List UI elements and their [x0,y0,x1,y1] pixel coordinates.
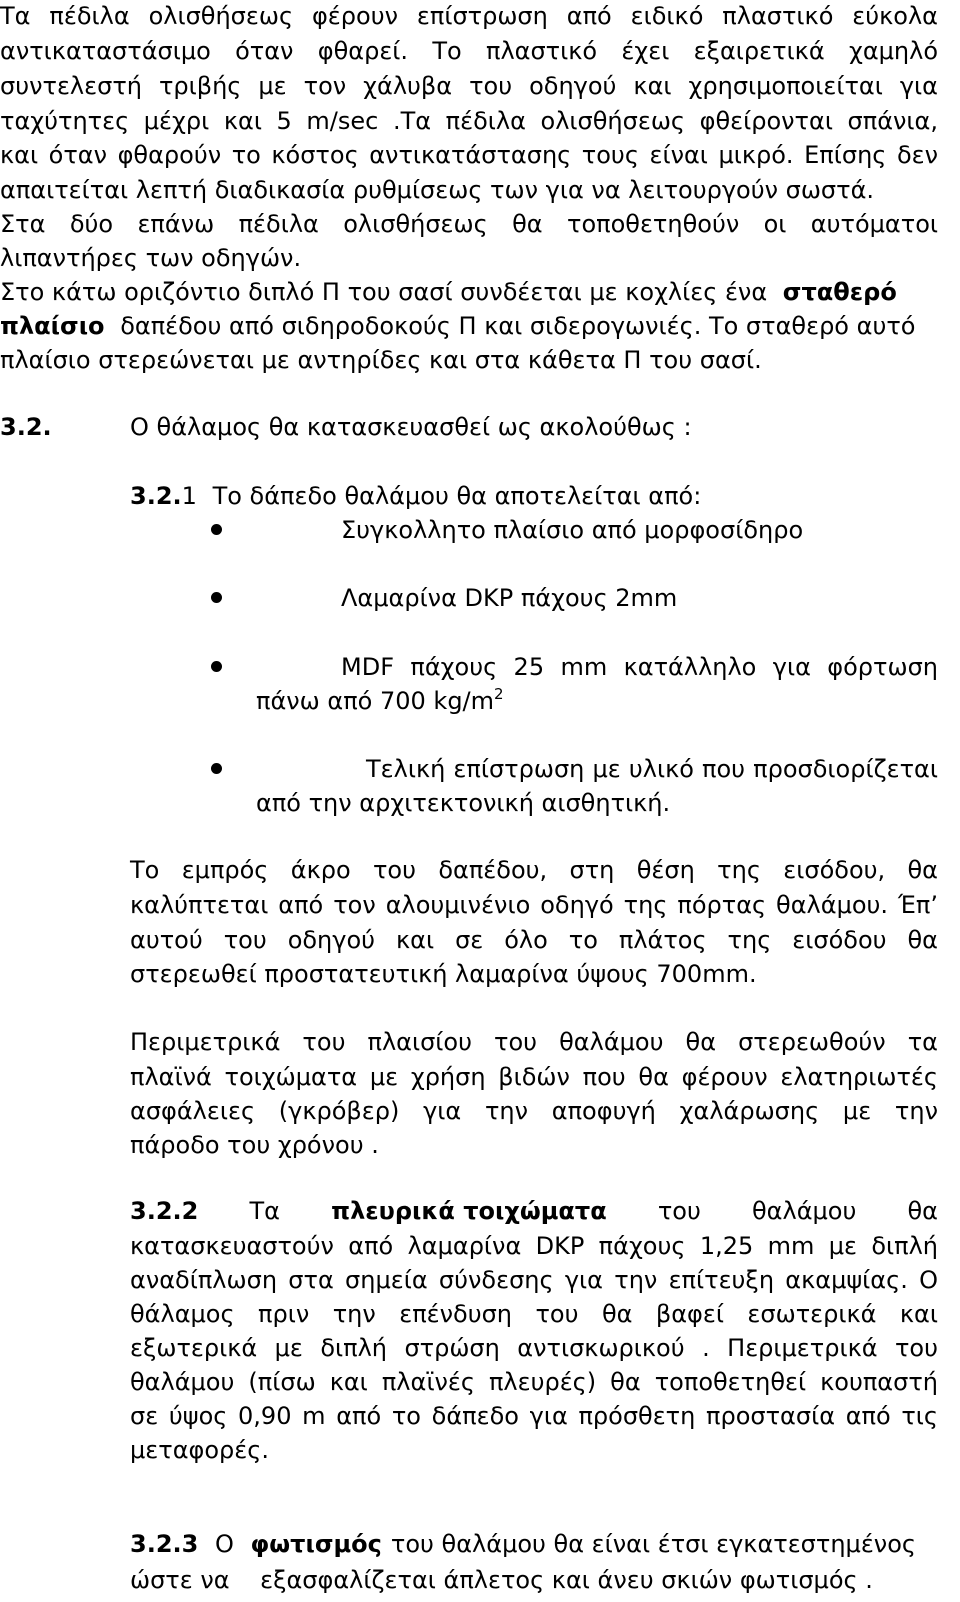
section-title: Ο θάλαμος θα κατασκευασθεί ως ακολούθως : [130,413,692,441]
paragraph-line: πλαίσιο στερεώνεται με αντηρίδες και στα κάθετα Π του σασί. [0,346,762,374]
paragraph-line: ταχύτητες μέχρι και 5 m/sec .Τα πέδιλα ολισθήσεως φθείρονται σπάνια, [0,107,938,135]
paragraph-line: αυτού του οδηγού και σε όλο το πλάτος της εισόδου θα [130,926,938,954]
bullet-icon [211,524,222,535]
subsection-text: Το δάπεδο θαλάμου θα αποτελείται από: [212,482,702,510]
heading-text: του θαλάμου θα είναι έτσι εγκατεστημένος [390,1530,916,1558]
paragraph-line: ώστε να εξασφαλίζεται άπλετος και άνευ σκιών φωτισμός . [130,1566,873,1594]
paragraph-line: εξωτερικά με διπλή στρώση αντισκωρικού . Περιμετρικά του [130,1334,938,1362]
bullet-item-continuation: από την αρχιτεκτονική αισθητική. [256,789,671,817]
paragraph-line: και όταν φθαρούν το κόστος αντικατάστασης τους είναι μικρό. Επίσης δεν [0,141,938,169]
paragraph-line: Στα δύο επάνω πέδιλα ολισθήσεως θα τοποθετηθούν οι αυτόματοι [0,210,938,238]
paragraph-line: κατασκευαστούν από λαμαρίνα DKP πάχους 1,25 mm με διπλή [130,1232,938,1260]
bullet-text: πάνω από 700 kg/m [256,687,495,715]
paragraph-line: Τα πέδιλα ολισθήσεως φέρουν επίστρωση από ειδικό πλαστικό εύκολα [0,2,938,30]
subsection-number: 3.2.2 [130,1197,199,1225]
paragraph-line: πάροδο του χρόνου . [130,1131,379,1159]
bold-term: πλαίσιο [0,312,105,340]
paragraph-line: ασφάλειες (γκρόβερ) για την αποφυγή χαλάρωσης με την [130,1097,938,1125]
paragraph-line: σε ύψος 0,90 m από το δάπεδο για πρόσθετη προστασία από τις [130,1402,938,1430]
subsection-number: 3.2. [130,482,182,510]
heading-word: Ο [214,1530,234,1558]
superscript: 2 [494,685,504,703]
subsection-323-heading [130,1532,916,1560]
paragraph-line: θαλάμου (πίσω και πλαϊνές πλευρές) θα τοποθετηθεί κουπαστή [130,1368,938,1396]
paragraph-line: συντελεστή τριβής με τον χάλυβα του οδηγού και χρησιμοποιείται για [0,72,938,100]
bullet-item: Συγκολλητο πλαίσιο από μορφοσίδηρο [341,516,804,544]
paragraph-line: στερεωθεί προστατευτική λαμαρίνα ύψους 700mm. [130,960,757,988]
paragraph-line: αναδίπλωση στα σημεία σύνδεσης για την επίτευξη ακαμψίας. Ο [130,1266,938,1294]
paragraph-line: απαιτείται λεπτή διαδικασία ρυθμίσεως των για να λειτουργούν σωστά. [0,176,875,204]
subsection-321-heading [130,484,701,512]
bullet-item: MDF πάχους 25 mm κατάλληλο για φόρτωση [341,653,938,681]
bold-term: πλευρικά τοιχώματα [331,1197,607,1225]
paragraph-text: δαπέδου από σιδηροδοκούς Π και σιδερογωνιές. Το σταθερό αυτό [120,312,916,340]
bullet-item: Τελική επίστρωση με υλικό που προσδιορίζεται [366,755,938,783]
paragraph-text: Στο κάτω οριζόντιο διπλό Π του σασί συνδέεται με κοχλίες ένα [0,278,768,306]
heading-word: θα [907,1197,938,1225]
paragraph-line: θάλαμος πριν την επένδυση του θα βαφεί εσωτερικά και [130,1300,938,1328]
bullet-item: Λαμαρίνα DKP πάχους 2mm [341,584,678,612]
bullet-item-continuation [256,685,504,717]
bullet-icon [211,763,222,774]
subsection-number: 3.2.3 [130,1530,199,1558]
bullet-icon [211,661,222,672]
paragraph-line: αντικαταστάσιμο όταν φθαρεί. Το πλαστικό έχει εξαιρετικά χαμηλό [0,37,938,65]
heading-word: του [657,1197,701,1225]
paragraph-line [0,280,897,308]
paragraph-line: Περιμετρικά του πλαισίου του θαλάμου θα στερεωθούν τα [130,1028,938,1056]
bold-term: φωτισμός [250,1530,382,1558]
paragraph-line: λιπαντήρες των οδηγών. [0,244,302,272]
paragraph-line: πλαϊνά τοιχώματα με χρήση βιδών που θα φέρουν ελατηριωτές [130,1063,938,1091]
paragraph-line [0,314,915,342]
paragraph-line: μεταφορές. [130,1436,269,1464]
heading-word: θαλάμου [751,1197,857,1225]
bullet-icon [211,592,222,603]
subsection-322-heading [130,1199,938,1227]
bold-term: σταθερό [782,278,897,306]
section-number: 3.2. [0,413,52,441]
heading-word: Τα [249,1197,280,1225]
subsection-number-suffix: 1 [181,482,197,510]
paragraph-line: Το εμπρός άκρο του δαπέδου, στη θέση της εισόδου, θα [130,856,938,884]
paragraph-line: καλύπτεται από τον αλουμινένιο οδηγό της πόρτας θαλάμου. Έπ’ [130,891,938,919]
